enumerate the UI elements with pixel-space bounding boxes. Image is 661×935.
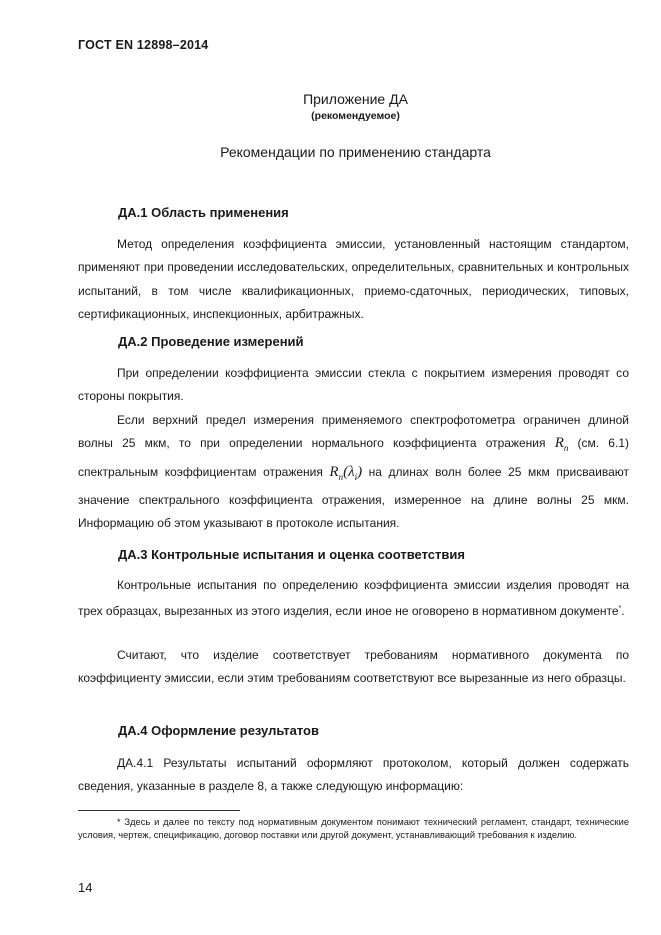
page-number: 14 (78, 880, 93, 895)
section-title-da4: ДА.4 Оформление результатов (118, 723, 319, 738)
paragraph-da1: Метод определения коэффициента эмиссии, установленный настоящим стандартом, применяют при проведении исследовательских, определительных, сравнительных и контрольных испытаний, в том числе квалификационных, приемо-сдаточных, периодических, типовых, сертификационных, инспекционных, арбитражных. (78, 237, 629, 321)
paragraph-da4-1: ДА.4.1 Результаты испытаний оформляют протоколом, который должен содержать сведения, указанные в разделе 8, а также следующую информацию: (78, 756, 629, 794)
paragraph-da2-2-part-a: Если верхний предел измерения применяемого спектрофотометра ограничен длиной волны 25 мкм, то при определении нормального коэффициента отражения (78, 413, 629, 451)
paragraph-da2-2 (78, 409, 629, 535)
paragraph-da2-2-part-b: (см. 6.1) спектральным коэффициентам отражения (78, 436, 629, 479)
section-title-da3: ДА.3 Контрольные испытания и оценка соответствия (118, 547, 465, 562)
annex-heading: Рекомендации по применению стандарта (220, 144, 491, 160)
footnote: * Здесь и далее по тексту под нормативным документом понимают технический регламент, стандарт, технические условия, чертеж, спецификацию, договор поставки или другой документ, устанавливающий требования к изделию. (78, 817, 629, 841)
footnote-divider (78, 810, 240, 811)
standard-code: ГОСТ EN 12898–2014 (78, 38, 209, 52)
footnote-mark: * (618, 605, 622, 613)
paragraph-da2-2-part-c: на длинах волн более 25 мкм присваивают значение спектрального коэффициента отражения, измеренное на длине волны 25 мкм. Информацию об этом указывают в протоколе испытания. (78, 464, 629, 531)
paragraph-da3-2: Считают, что изделие соответствует требованиям нормативного документа по коэффициенту эмиссии, если этим требованиям соответствуют все вырезанные из него образцы. (78, 648, 629, 686)
section-title-da2: ДА.2 Проведение измерений (118, 334, 304, 349)
section-title-da1: ДА.1 Область применения (118, 205, 289, 220)
paragraph-da3-1: Контрольные испытания по определению коэффициента эмиссии изделия проводят на трех образцах, вырезанных из этого изделия, если иное не оговорено в нормативном документе*. (78, 578, 629, 619)
annex-status: (рекомендуемое) (311, 110, 400, 122)
spectral-reflectance-symbol: $R_n(\lambda_i)$ (329, 463, 363, 482)
annex-name: Приложение ДА (303, 91, 408, 107)
paragraph-da2-1: При определении коэффициента эмиссии стекла с покрытием измерения проводят со стороны покрытия. (78, 366, 629, 404)
reflectance-symbol: $R_n$ (554, 435, 569, 454)
